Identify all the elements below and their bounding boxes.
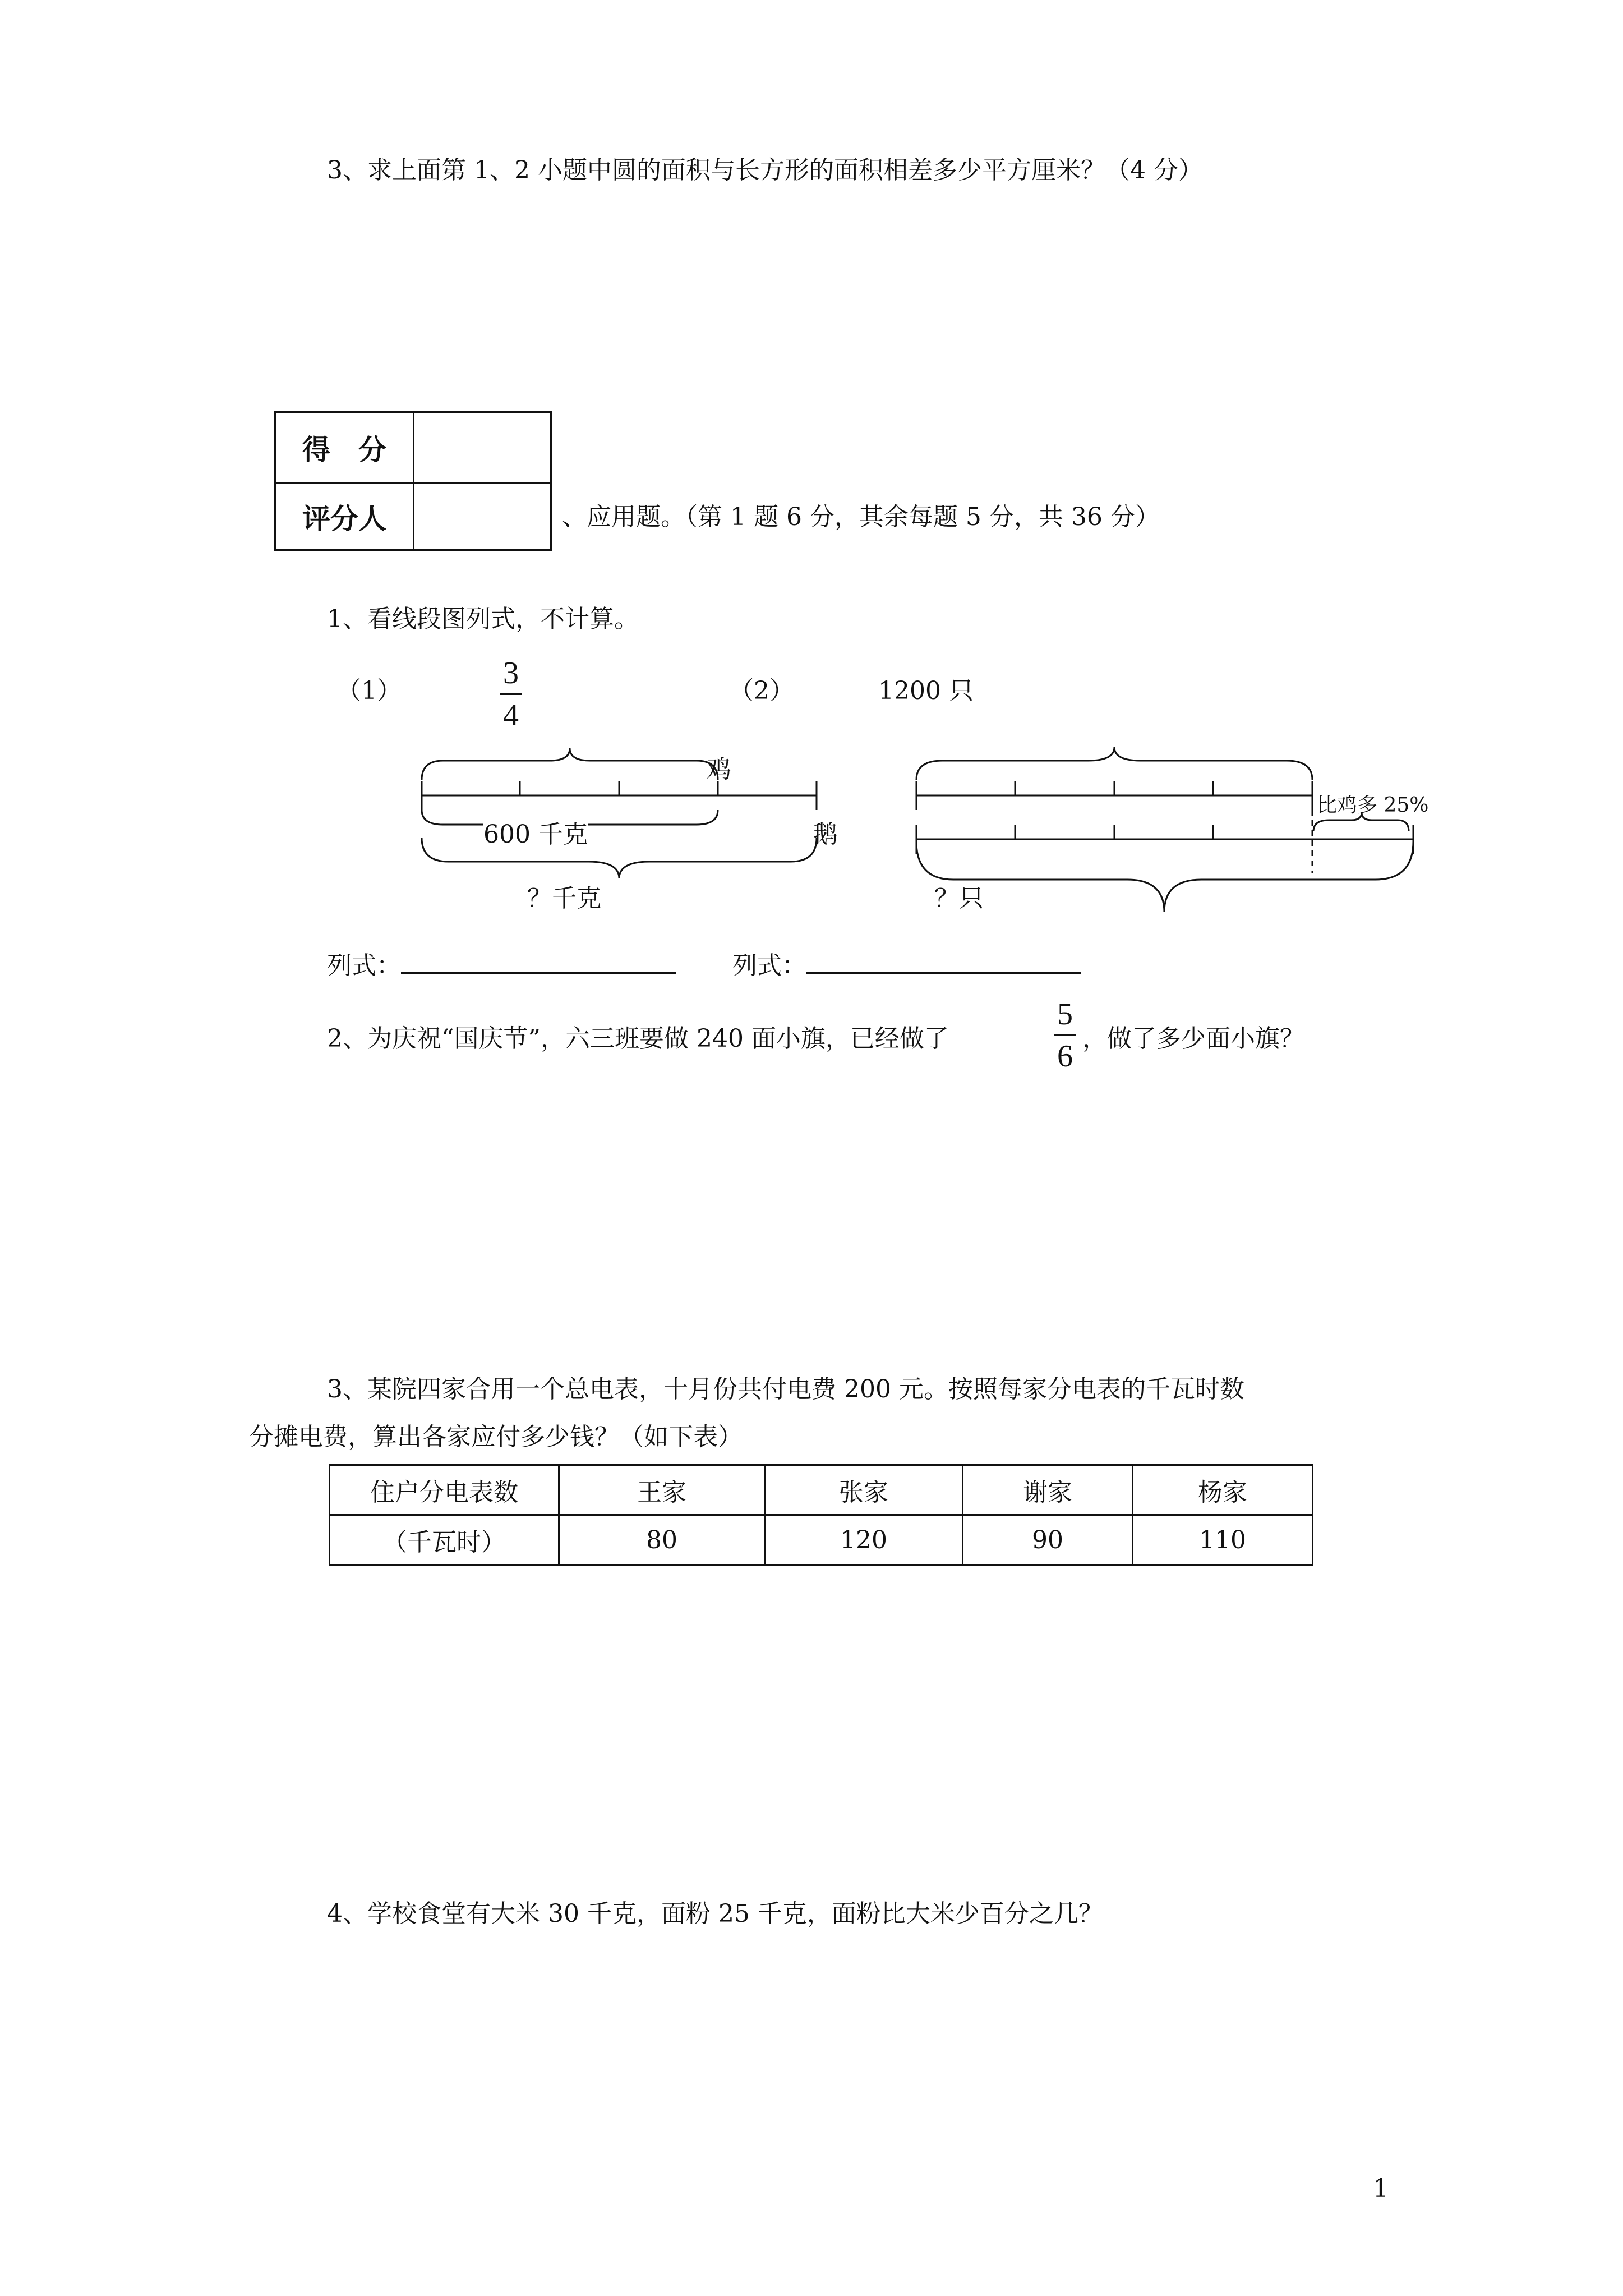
table-household: 张家 (765, 1465, 963, 1515)
section-heading: 、应用题。（第 1 题 6 分，其余每题 5 分，共 36 分） (562, 503, 1160, 531)
table-unit-label: （千瓦时） (330, 1515, 559, 1565)
part-2-label: （2） (729, 677, 794, 705)
formula-1-blank[interactable] (401, 972, 676, 974)
table-header-label: 住户分电表数 (330, 1465, 559, 1515)
fraction-denominator: 6 (1057, 1039, 1073, 1074)
table-value: 120 (765, 1515, 963, 1565)
question-2-prefix: 2、为庆祝“国庆节”，六三班要做 240 面小旗，已经做了 (327, 1024, 949, 1053)
formula-2-blank[interactable] (806, 972, 1081, 974)
score-label: 得 分 (276, 413, 414, 482)
table-value: 110 (1133, 1515, 1313, 1565)
fraction-brace (422, 748, 718, 780)
part2-top-line (916, 781, 1312, 810)
formula-2-label: 列式： (732, 951, 806, 980)
goose-label: 鹅 (813, 820, 838, 849)
formula-2 (732, 951, 1081, 980)
chicken-segment-line (422, 781, 817, 810)
formula-1 (327, 951, 676, 980)
goose-brace (422, 838, 817, 878)
total-brace (916, 841, 1413, 912)
table-household: 谢家 (963, 1465, 1133, 1515)
part2-top-brace (916, 747, 1312, 780)
part-2-question: ？只 (934, 884, 984, 913)
fraction-bar (1054, 1034, 1076, 1036)
page-number: 1 (1373, 2174, 1389, 2203)
fraction-numerator: 3 (503, 656, 519, 691)
table-row (330, 1465, 1313, 1515)
part-1-question: ？千克 (527, 884, 601, 913)
fraction-denominator: 4 (503, 698, 519, 733)
question-3-line1: 3、某院四家合用一个总电表，十月份共付电费 200 元。按照每家分电表的千瓦时数 (327, 1375, 1244, 1404)
table-household: 杨家 (1133, 1465, 1313, 1515)
question-3-area: 3、求上面第 1、2 小题中圆的面积与长方形的面积相差多少平方厘米？（4 分） (327, 156, 1203, 185)
part2-bottom-line (916, 825, 1413, 854)
grader-label: 评分人 (276, 482, 414, 551)
table-household: 王家 (559, 1465, 765, 1515)
electricity-table (329, 1464, 1313, 1566)
part-2-amount: 1200 只 (878, 677, 974, 705)
amount-label: 600 千克 (483, 820, 588, 849)
question-1-text: 1、看线段图列式，不计算。 (327, 605, 639, 633)
chicken-label: 鸡 (707, 755, 731, 784)
table-row (330, 1515, 1313, 1565)
more-label: 比鸡多 25% (1317, 794, 1429, 817)
question-3-line2: 分摊电费，算出各家应付多少钱？（如下表） (249, 1423, 743, 1451)
table-value: 90 (963, 1515, 1133, 1565)
fraction-numerator: 5 (1057, 997, 1073, 1032)
question-2-suffix: ，做了多少面小旗？ (1082, 1024, 1304, 1053)
formula-1-label: 列式： (327, 951, 401, 980)
part-1-label: （1） (336, 677, 402, 705)
question-2-fraction (1054, 999, 1076, 1072)
table-value: 80 (559, 1515, 765, 1565)
question-4-text: 4、学校食堂有大米 30 千克，面粉 25 千克，面粉比大米少百分之几？ (327, 1899, 1103, 1928)
